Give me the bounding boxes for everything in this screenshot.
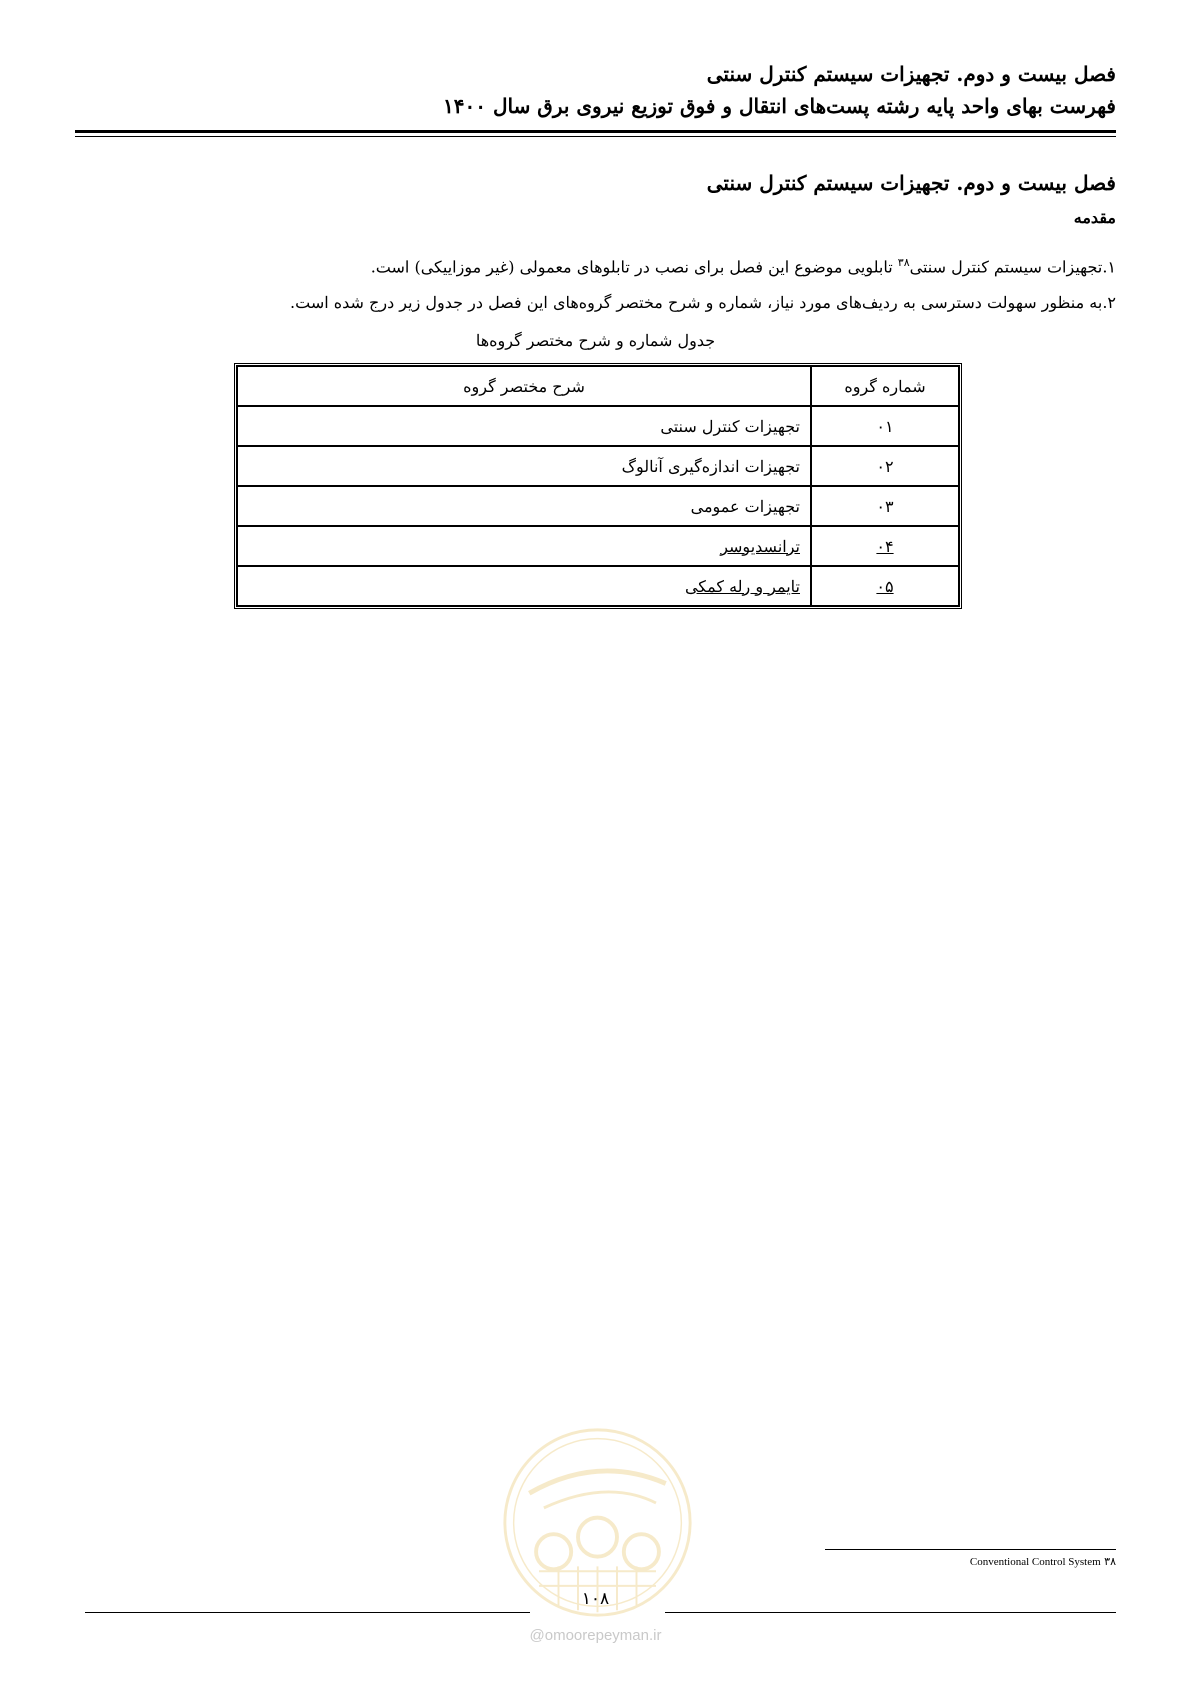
- footer-rule-left: [85, 1612, 530, 1613]
- table-header-row: [237, 366, 959, 406]
- paragraph-1-start: ۱.تجهیزات سیستم کنترل سنتی: [909, 257, 1116, 277]
- paragraph-1: [371, 250, 1116, 280]
- footnote-text: Conventional Control System: [969, 1556, 1101, 1568]
- table-row: [237, 526, 959, 566]
- footer-rule-right: [665, 1612, 1116, 1613]
- group-description-link[interactable]: تایمر و رله کمکی: [684, 576, 800, 596]
- table-row: [237, 566, 959, 606]
- group-number-link[interactable]: ۰۵: [876, 576, 894, 596]
- intro-heading: مقدمه: [1073, 208, 1116, 227]
- footnote-number: ۳۸: [1104, 1555, 1116, 1568]
- group-number-cell: ۰۱: [811, 406, 959, 446]
- page-header: [75, 58, 1116, 122]
- group-description-cell: تجهیزات اندازه‌گیری آنالوگ: [237, 446, 811, 486]
- page-number: ۱۰۸: [581, 1589, 610, 1609]
- footnote-rule: [825, 1549, 1116, 1550]
- watermark-text: @omoorepeyman.ir: [529, 1627, 662, 1644]
- header-title-line: فهرست بهای واحد پایه رشته پست‌های انتقال و فوق توزیع نیروی برق سال ۱۴۰۰: [443, 94, 1116, 118]
- chapter-title: فصل بیست و دوم. تجهیزات سیستم کنترل سنتی: [706, 171, 1116, 195]
- header-rule-thick: [75, 130, 1116, 133]
- table-row: [237, 406, 959, 446]
- group-number-cell: ۰۳: [811, 486, 959, 526]
- header-group-number: شماره گروه: [811, 366, 959, 406]
- group-description-cell: تجهیزات عمومی: [237, 486, 811, 526]
- group-description-cell: تجهیزات کنترل سنتی: [237, 406, 811, 446]
- group-number-cell: ۰۲: [811, 446, 959, 486]
- table-caption: جدول شماره و شرح مختصر گروه‌ها: [475, 331, 716, 350]
- header-chapter-line: فصل بیست و دوم. تجهیزات سیستم کنترل سنتی: [706, 62, 1116, 86]
- header-group-description: شرح مختصر گروه: [237, 366, 811, 406]
- footnote-reference[interactable]: ۳۸: [897, 256, 910, 269]
- footnote: [970, 1553, 1116, 1571]
- group-number-link[interactable]: ۰۴: [876, 536, 894, 556]
- header-rule-thin: [75, 136, 1116, 137]
- table-row: [237, 446, 959, 486]
- table-row: [237, 486, 959, 526]
- paragraph-1-end: تابلویی موضوع این فصل برای نصب در تابلوهای معمولی (غیر موزاییکی) است.: [370, 257, 898, 277]
- paragraph-2: ۲.به منظور سهولت دسترسی به ردیف‌های مورد نیاز، شماره و شرح مختصر گروه‌های این فصل در جدول زیر درج شده است.: [290, 293, 1116, 312]
- group-description-link[interactable]: ترانسدیوسر: [720, 536, 800, 556]
- groups-table: [234, 363, 962, 609]
